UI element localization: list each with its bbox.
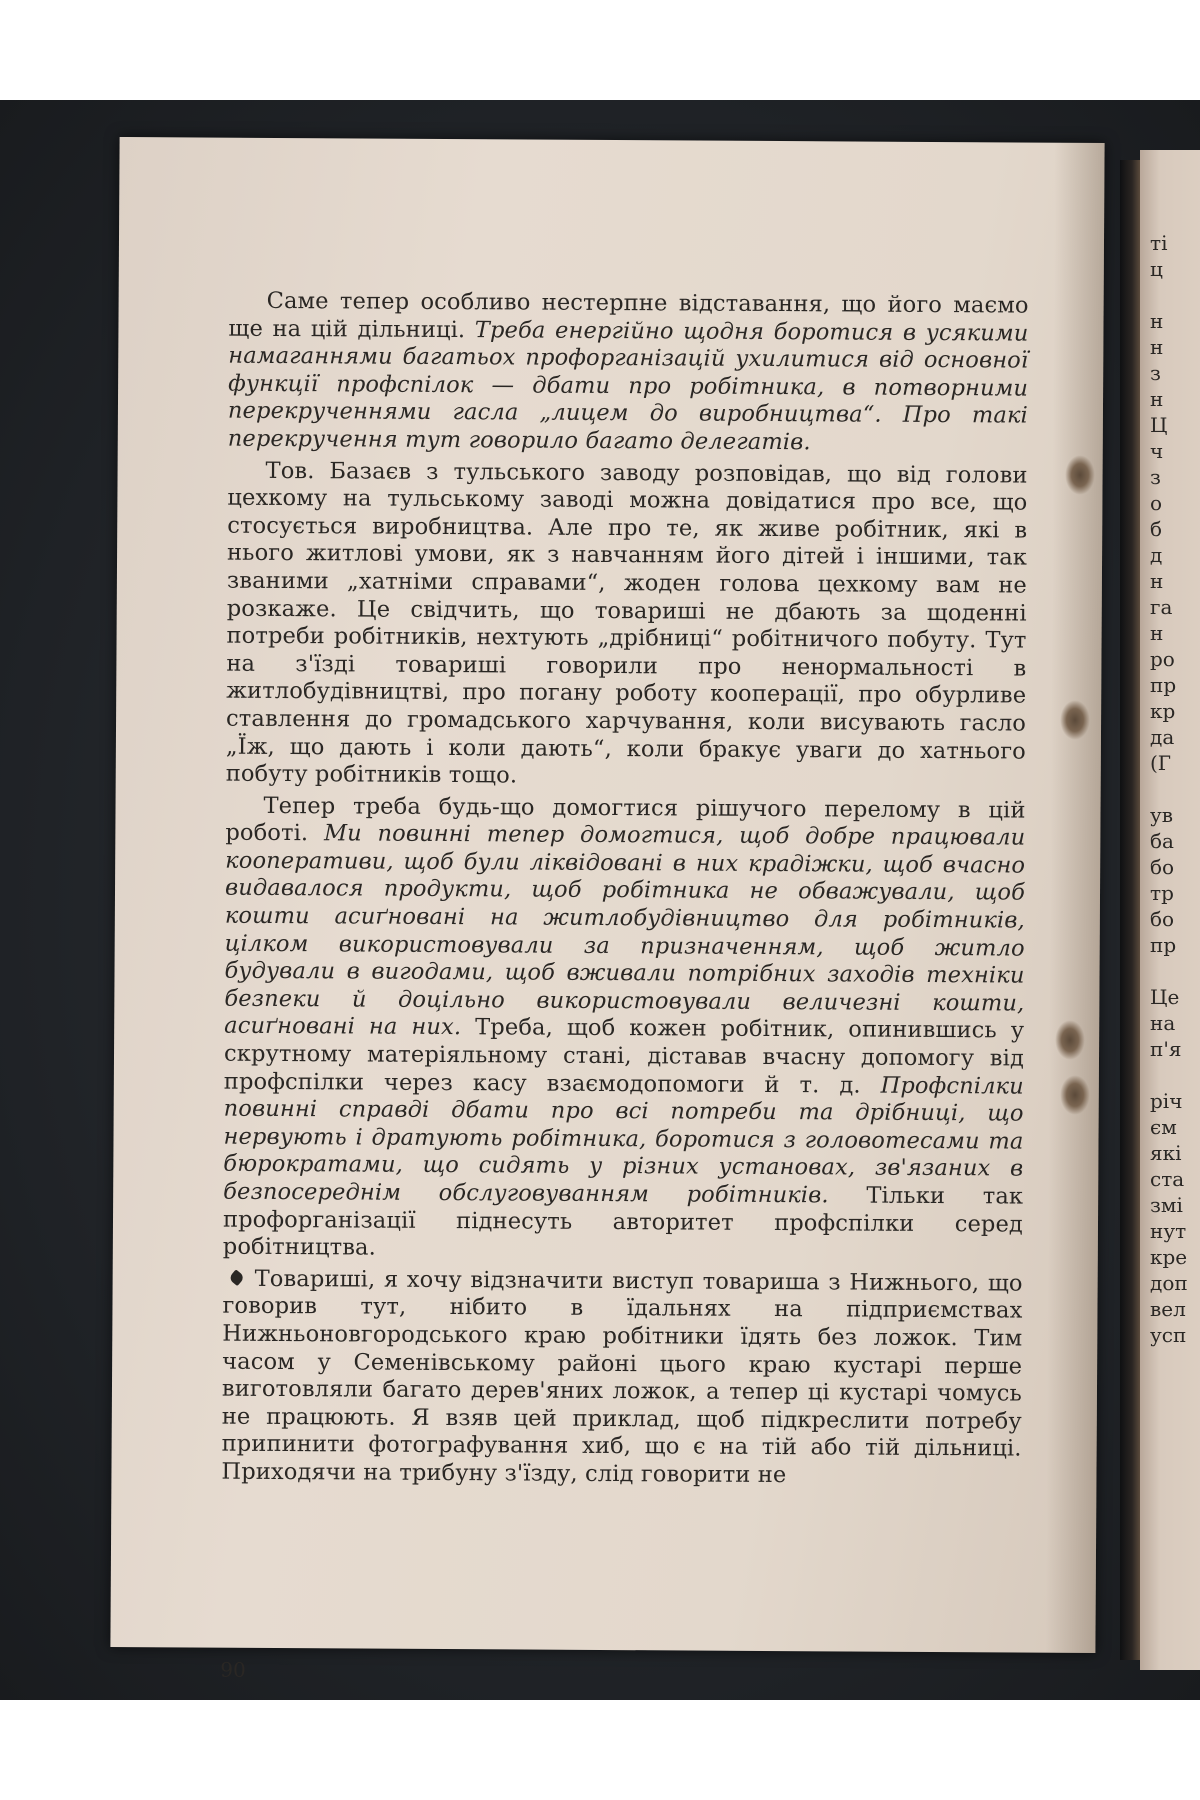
page-body-text [221, 288, 1028, 1495]
paragraph-1-plain: Саме тепер особливо нестерпне відставання, що його маємо ще на цій дільниці. [228, 287, 1029, 343]
staple-hole-icon [1060, 1075, 1090, 1115]
paragraph-3 [223, 792, 1026, 1266]
photo-background [0, 100, 1200, 1700]
facing-page-text-fragments: ті ц н н з н Ц ч з о б д н га н ро пр кр да (Г ув ба бо тр бо пр Це на п'я річ єм які ста змі нут кре доп вел усп [1150, 231, 1188, 1347]
paragraph-3-italic: Ми повинні тепер домогтися, щоб добре працювали кооперативи, щоб були ліквідовані в них крадіжки, щоб вчасно видавалося продукти, щоб робітника не обважували, щоб кошти асиґновані на житлобудівництво для робітників, цілком використовували за призначенням, щоб житло будували в вигодами, щоб вживали потрібних заходів техніки безпеки й доцільно використовували величезні кошти, асиґновані на них. [224, 820, 1026, 1041]
staple-hole-icon [1055, 1020, 1085, 1060]
paragraph-1-italic: Треба енергійно щодня боротися в усякими намаганнями багатьох профорганізацій ухилитися від основної функції профспілок — дбати про робітника, в потворними перекрученнями гасла „лицем до виробництва“. Про такі перекручення тут говорило багато делегатів. [227, 316, 1029, 456]
paragraph-2 [226, 457, 1028, 793]
paragraph-3-plain: Тепер треба будь-що домогтися рішучого перелому в цій роботі. [225, 792, 1026, 847]
paragraph-3-tail-2: Тільки так профорганізації піднесуть авторитет профспілки серед робітництва. [222, 1182, 1024, 1261]
staple-hole-icon [1060, 700, 1090, 740]
margin-mark-icon [228, 1269, 245, 1286]
paragraph-4-plain: Товариші, я хочу відзначити виступ товариша з Нижнього, що говорив тут, нібито в їдальнях на підприємствах Нижньоновгородського краю робітники їдять без ложок. Тим часом у Семенівському районі цього краю кустарі перше виготовляли багато дерев'яних ложок, а тепер ці кустарі чомусь не працюють. Я взяв цей приклад, щоб підкреслити потребу припинити фотографування хиб, що є на тій або тій дільниці. Приходячи на трибуну з'їзду, слід говорити не [221, 1265, 1023, 1489]
page-number: 90 [220, 1657, 246, 1682]
paragraph-3-tail: Треба, щоб кожен робітник, опинившись у скрутному матеріяльному стані, діставав вчасну допомогу від профспілки через касу взаємодопомоги й т. д. [223, 1014, 1025, 1099]
rust-stain-icon [1065, 455, 1095, 495]
paragraph-3-italic-2: Профспілки повинні справді дбати про всі потреби та дрібниці, що нервують і дратують робітника, боротися з головотесами та бюрократами, що сидять у різних установах, зв'язаних в безпосереднім обслуговуванням робітників. [223, 1072, 1024, 1209]
paragraph-1 [228, 288, 1029, 458]
book-binding [1120, 160, 1140, 1660]
book-page [110, 137, 1104, 1682]
paragraph-4 [221, 1265, 1022, 1491]
paragraph-2-plain: Тов. Базаєв з тульського заводу розповідав, що від голови цехкому на тульському заводі можна довідатися про все, що стосується виробництва. Але про те, як живе робітник, які в нього житлові умови, як з навчанням його дітей і іншими, так званими „хатніми справами“, жоден голова цехкому вам не розкаже. Це свідчить, що товариші не дбають за щоденні потреби робітників, нехтують „дрібниці“ робітничого побуту. Тут на з'їзді товариші говорили про ненормальності в житлобудівництві, про погану роботу кооперації, про обурливе ставлення до громадського харчування, коли висувають гасло „Їж, що дають і коли дають“, коли бракує уваги до хатнього побуту робітників тощо. [225, 457, 1028, 789]
